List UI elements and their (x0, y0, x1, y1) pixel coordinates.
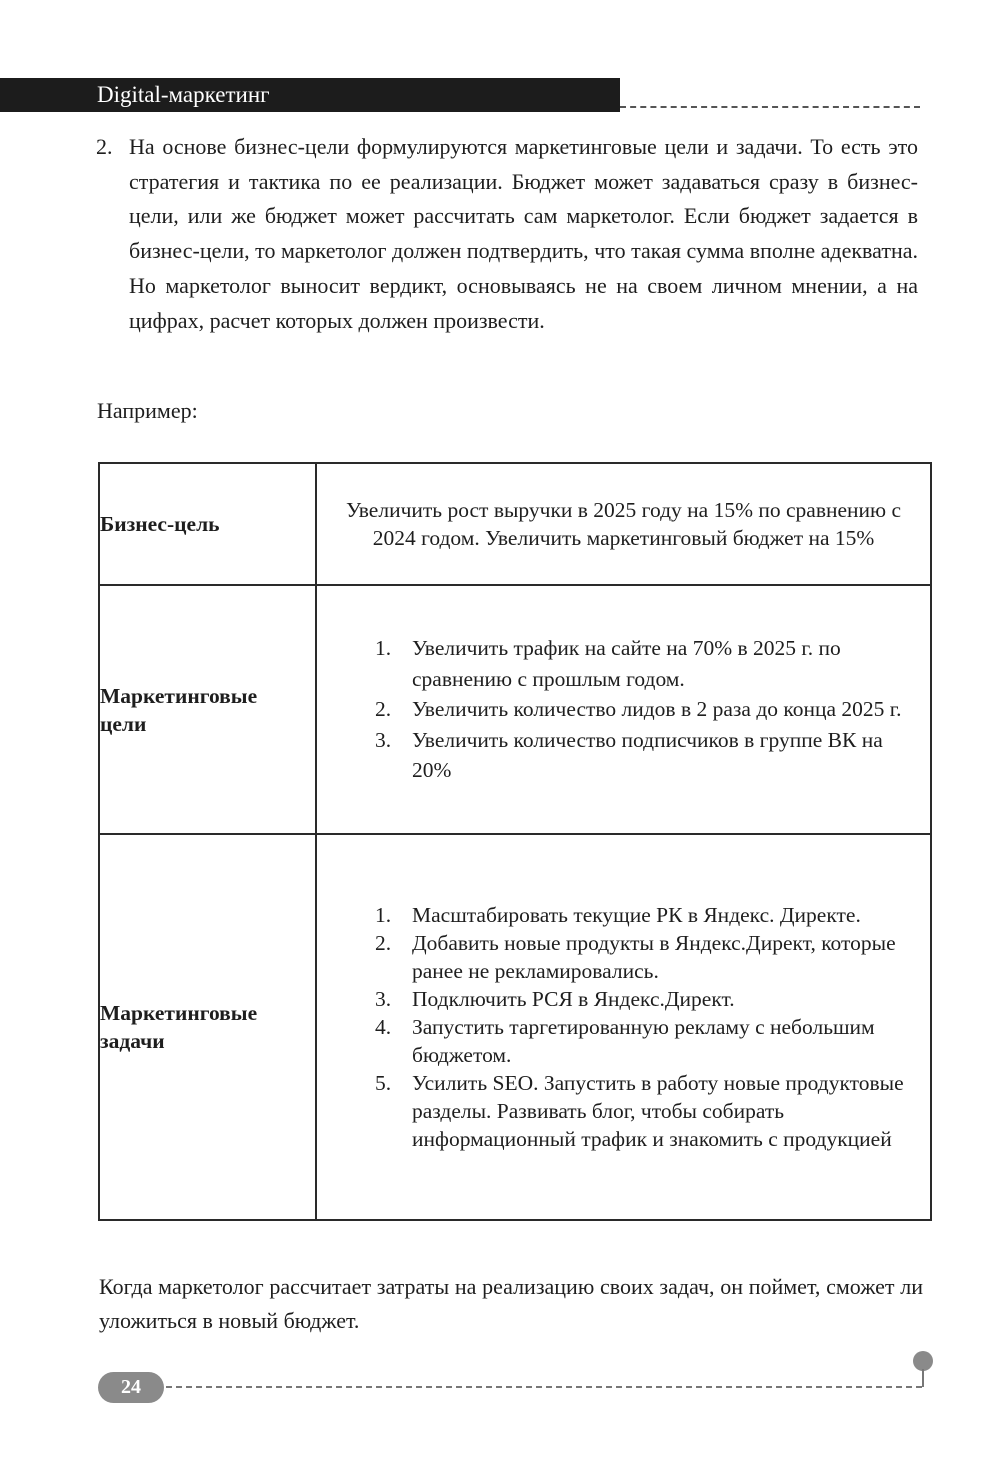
list-item (375, 694, 910, 725)
business-goal-cell (316, 463, 931, 585)
marketing-goals-label-line1: Маркетинговые (100, 683, 258, 708)
intro-number: 2. (96, 134, 113, 159)
list-item-text: Увеличить количество лидов в 2 раза до конца 2025 г. (412, 697, 902, 722)
business-goal-label-cell (99, 463, 316, 585)
table-row-marketing-goals (99, 585, 931, 834)
closing-paragraph: Когда маркетолог рассчитает затраты на реализацию своих задач, он поймет, сможет ли уложиться в новый бюджет. (99, 1274, 923, 1333)
list-item (375, 929, 910, 985)
marketing-tasks-cell (316, 834, 931, 1220)
header-bar (0, 78, 620, 112)
table-row-business-goal (99, 463, 931, 585)
marketing-goals-label-cell (99, 585, 316, 834)
list-item (375, 1069, 910, 1153)
page-number-badge: 24 (98, 1372, 164, 1403)
marketing-goals-cell (316, 585, 931, 834)
marketing-goals-label-line2: цели (100, 711, 147, 736)
list-item (375, 985, 910, 1013)
footer-divider (166, 1386, 922, 1388)
list-item-text: Увеличить трафик на сайте на 70% в 2025 г. по сравнению с прошлым годом. (412, 636, 841, 691)
list-item-number: 4. (375, 1015, 392, 1039)
business-goal-label: Бизнес-цель (100, 512, 220, 536)
list-item (375, 901, 910, 929)
list-item (375, 633, 910, 694)
list-item-number: 2. (375, 697, 392, 722)
marketing-tasks-label-line2: задачи (100, 1029, 165, 1053)
list-item-text: Подключить РСЯ в Яндекс.Директ. (412, 987, 735, 1011)
list-item (375, 725, 910, 786)
list-item-text: Добавить новые продукты в Яндекс.Директ, которые ранее не рекламировались. (412, 931, 896, 983)
intro-text: На основе бизнес-цели формулируются маркетинговые цели и задачи. То есть это стратегия и тактика по ее реализации. Бюджет может задаваться сразу в бизнес-цели, или же бюджет может рассчитать сам маркетолог. Если бюджет задается в бизнес-цели, то маркетолог должен подтвердить, что такая сумма вполне адекватна. Но маркетолог выносит вердикт, основываясь не на своем личном мнении, а на цифрах, расчет которых должен произвести. (129, 134, 918, 333)
intro-paragraph (96, 130, 918, 338)
header-divider (620, 106, 920, 108)
running-header-title: Digital-маркетинг (97, 82, 270, 107)
list-item (375, 1013, 910, 1069)
footer-dot-icon (913, 1351, 933, 1371)
list-item-text: Запустить таргетированную рекламу с небольшим бюджетом. (412, 1015, 875, 1067)
business-goal-text: Увеличить рост выручки в 2025 году на 15% по сравнению с 2024 годом. Увеличить маркетинговый бюджет на 15% (345, 498, 902, 550)
list-item-number: 1. (375, 903, 392, 927)
example-label: Например: (97, 398, 198, 423)
footer-stem (922, 1369, 924, 1387)
goals-table (98, 462, 932, 1221)
list-item-number: 5. (375, 1071, 392, 1095)
table-row-marketing-tasks (99, 834, 931, 1220)
marketing-tasks-label-cell (99, 834, 316, 1220)
list-item-number: 2. (375, 931, 392, 955)
list-item-text: Усилить SEO. Запустить в работу новые продуктовые разделы. Развивать блог, чтобы собирать информационный трафик и знакомить с продукцией (412, 1071, 904, 1151)
list-item-number: 3. (375, 727, 392, 752)
list-item-number: 3. (375, 987, 392, 1011)
list-item-text: Масштабировать текущие РК в Яндекс. Директе. (412, 903, 861, 927)
marketing-tasks-label-line1: Маркетинговые (100, 1001, 258, 1025)
list-item-number: 1. (375, 636, 392, 661)
marketing-tasks-list (317, 901, 930, 1153)
list-item-text: Увеличить количество подписчиков в группе ВК на 20% (412, 727, 883, 783)
marketing-goals-list (317, 633, 930, 786)
